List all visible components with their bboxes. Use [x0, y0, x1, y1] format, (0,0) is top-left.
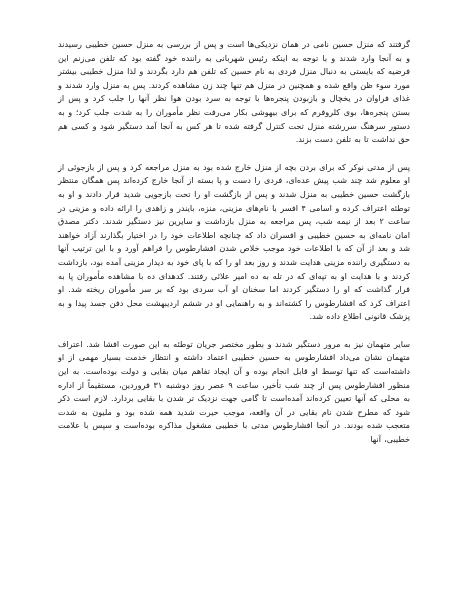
paragraph-3: سایر متهمان نیز به مرور دستگیر شدند و بطور مختصر جریان توطئه به این صورت افشا شد. اعتراف متهمان نشان می‌داد افشارطوس به حسین خطیبی اعتماد داشته و انتظار خدمت بسیار مهمی از او داشته‌است که تنها توسط او قابل انجام بوده و آن ایجاد تفاهم میان بقایی و دولت بوده‌است. به این منظور افشارطوس پس از چند شب تأخیر، ساعت ۹ عصر روز دوشنبه ۳۱ فروردین، مستقیماً از اداره به محلی که آنها تعیین کرده‌اند آمده‌است تا گامی جهت نزدیک تر شدن با بقایی بردارد. لازم است ذکر شود که مطرح شدن نام بقایی در آن واقعه، موجب حیرت شدید همه شده بود و ملیون به شدت متعجب شده بودند. در آنجا افشارطوس مدتی با خطیبی مشغول مذاکره بوده‌است و سپس با علامت خطیبی، آنها	[58, 338, 410, 445]
paragraph-1: گرفتند که منزل حسین نامی در همان نزدیکی‌ها است و پس از بررسی به منزل حسین خطیبی رسیدند و به آنجا وارد شدند و با توجه به اینکه رئیس شهربانی به راننده خود گفته بود که تلفن می‌زنم این فرضیه که بایستی به دنبال منزل فردی به نام حسین که تلفن هم دارد بگردند و لذا منزل خطیبی بیشتر مورد سوء ظن واقع شده و همچنین در منزل هم تنها چند زن مشاهده کردند. پس به منزل وارد شدند و غذای فراوان در یخچال و بازبودن پنجره‌ها با توجه به سرد بودن هوا نظر آنها را جلب کرد و پس از بستن پنجره‌ها، بوی کلروفرم که برای بیهوشی بکار می‌رفت نظر مأموران را به شدت جلب کرد؛ و به دستور سرهنگ سررشته منزل تحت کنترل گرفته شده تا هر کس به آنجا آمد دستگیر شود و کسی هم حق نداشت تا به تلفن دست بزند.	[58, 39, 410, 145]
paragraph-2: پس از مدتی نوکر که برای بردن بچه از منزل خارج شده بود به منزل مراجعه کرد و پس از بازجوئی از او معلوم شد چند شب پیش عده‌ای، فردی را دست و پا بسته از آنجا خارج کرده‌اند پس همگان منتظر بازگشت حسین خطیبی به منزل شدند و پس از بازگشت او را تحت بازجویی شدید قرار دادند و او به توطئه اعتراف کرده و اسامی ۴ افسر با نام‌های مزینی، منزه، بایندر و زاهدی را ارائه داده و مزینی در ساعت ۲ بعد از نیمه شب، پس مراجعه به منزل بازداشت و سایرین نیز دستگیر شدند. دکتر مصدق امان نامه‌ای به حسین خطیبی و افسران داد که چنانچه اطلاعات خود را در اختیار بگذارند آزاد خواهند شد و بعد از آن که با اطلاعات خود موجب خلاص شدن افشارطوس را فراهم آورد و با این ترتیب آنها به دستگیری راننده مزینی هدایت شدند و روز بعد او را که با پای خود به دیدار مزینی آمده بود، بازداشت کردند و با هدایت او به تپه‌ای که در تله به ده امیر علائی رفتند. کدهدای ده با مشاهده مأموران پا به فرار گذاشت که او را دستگیر کردند اما سخنان او آب سردی بود که بر سر مأموران ریخته شد. او اعتراف کرد که افشارطوس را کشته‌اند و به راهنمایی او در ششم اردیبهشت محل دفن جسد پیدا و به پزشک قانونی اطلاع داده شد.	[58, 161, 411, 322]
document-page	[58, 38, 410, 568]
